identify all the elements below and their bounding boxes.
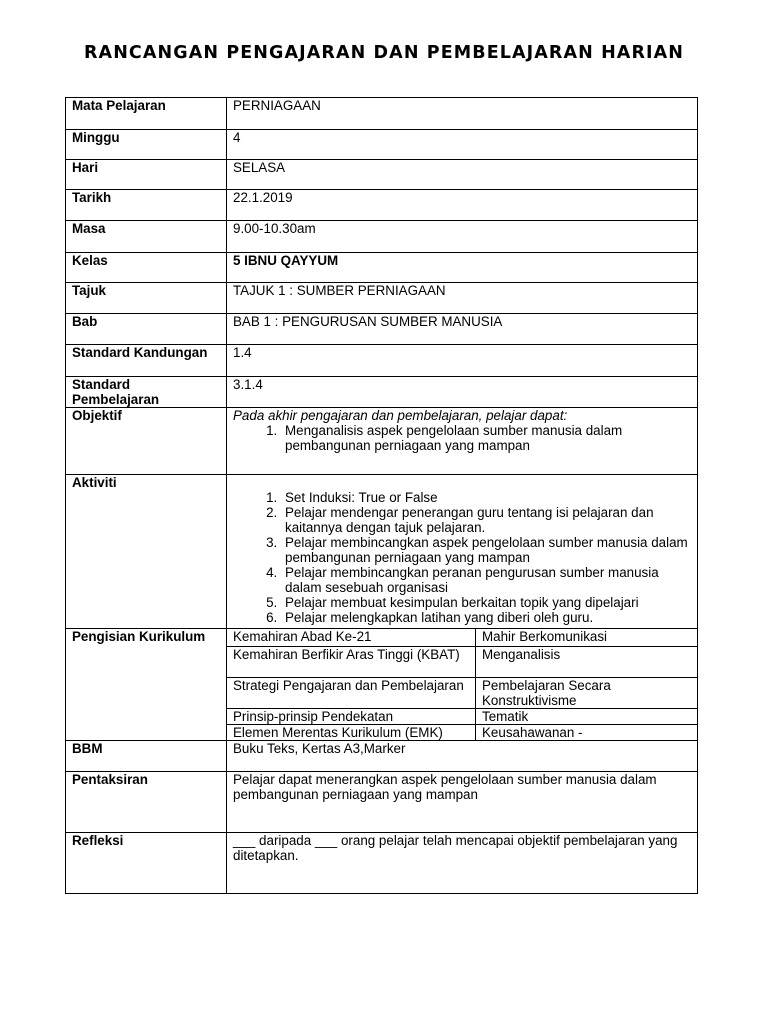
objective-list [233,423,691,453]
value-objective [227,408,698,475]
curriculum-row [227,677,697,708]
row-time [66,221,698,253]
label-assessment: Pentaksiran [66,772,227,833]
activity-item: 3. Pelajar membincangkan aspek pengelolaan sumber manusia dalam pembangunan perniagaan yang mampan [281,535,691,565]
row-subject [66,98,698,130]
label-week: Minggu [66,130,227,160]
objective-intro: Pada akhir pengajaran dan pembelajaran, pelajar dapat: [233,408,568,423]
value-subject: PERNIAGAAN [227,98,698,130]
label-content-standard: Standard Kandungan [66,345,227,377]
label-objective: Objektif [66,408,227,475]
value-topic: TAJUK 1 : SUMBER PERNIAGAAN [227,283,698,314]
label-topic: Tajuk [66,283,227,314]
row-class [66,253,698,283]
value-day: SELASA [227,160,698,190]
label-learning-standard [66,377,227,408]
label-activities: Aktiviti [66,475,227,629]
value-assessment: Pelajar dapat menerangkan aspek pengelolaan sumber manusia dalam pembangunan perniagaan yang mampan [227,772,698,833]
label-subject: Mata Pelajaran [66,98,227,130]
row-materials [66,741,698,772]
value-week: 4 [227,130,698,160]
curriculum-value: Menganalisis [476,646,698,677]
curriculum-value: Keusahawanan - [476,724,698,740]
curriculum-row [227,724,697,740]
row-curriculum [66,629,698,741]
document-title: RANCANGAN PENGAJARAN DAN PEMBELAJARAN HARIAN [83,43,685,63]
value-chapter: BAB 1 : PENGURUSAN SUMBER MANUSIA [227,314,698,345]
row-chapter [66,314,698,345]
row-content-standard [66,345,698,377]
row-reflection [66,833,698,894]
label-curriculum: Pengisian Kurikulum [66,629,227,741]
activity-item: 5. Pelajar membuat kesimpulan berkaitan topik yang dipelajari [281,595,691,610]
curriculum-key: Strategi Pengajaran dan Pembelajaran [227,677,476,708]
activity-item: 4. Pelajar membincangkan peranan pengurusan sumber manusia dalam sesebuah organisasi [281,565,691,595]
curriculum-value: Mahir Berkomunikasi [476,629,698,646]
curriculum-key: Kemahiran Berfikir Aras Tinggi (KBAT) [227,646,476,677]
curriculum-key: Elemen Merentas Kurikulum (EMK) [227,724,476,740]
curriculum-table [227,629,697,740]
label-day: Hari [66,160,227,190]
activity-item: 1. Set Induksi: True or False [281,490,691,505]
curriculum-value: Pembelajaran Secara Konstruktivisme [476,677,698,708]
activities-list [233,490,691,625]
row-assessment [66,772,698,833]
row-date [66,190,698,221]
label-materials: BBM [66,741,227,772]
value-date: 22.1.2019 [227,190,698,221]
row-day [66,160,698,190]
value-class: 5 IBNU QAYYUM [227,253,698,283]
row-learning-standard [66,377,698,408]
label-date: Tarikh [66,190,227,221]
activity-item: 6. Pelajar melengkapkan latihan yang diberi oleh guru. [281,610,691,625]
curriculum-row [227,646,697,677]
value-activities [227,475,698,629]
value-materials: Buku Teks, Kertas A3,Marker [227,741,698,772]
objective-item: 1. Menganalisis aspek pengelolaan sumber manusia dalam pembangunan perniagaan yang mampan [281,423,691,453]
value-learning-standard: 3.1.4 [227,377,698,408]
lesson-plan-table [65,97,698,894]
activity-item: 2. Pelajar mendengar penerangan guru tentang isi pelajaran dan kaitannya dengan tajuk pelajaran. [281,505,691,535]
curriculum-value: Tematik [476,708,698,724]
value-reflection: ___ daripada ___ orang pelajar telah mencapai objektif pembelajaran yang ditetapkan. [227,833,698,894]
label-learning-standard-line1: Standard [72,377,131,392]
label-learning-standard-line2: Pembelajaran [72,392,160,407]
label-time: Masa [66,221,227,253]
row-activities [66,475,698,629]
curriculum-key: Prinsip-prinsip Pendekatan [227,708,476,724]
label-chapter: Bab [66,314,227,345]
value-content-standard: 1.4 [227,345,698,377]
curriculum-row [227,629,697,646]
value-curriculum [227,629,698,741]
value-time: 9.00-10.30am [227,221,698,253]
row-week [66,130,698,160]
curriculum-row [227,708,697,724]
curriculum-key: Kemahiran Abad Ke-21 [227,629,476,646]
row-topic [66,283,698,314]
row-objective [66,408,698,475]
label-class: Kelas [66,253,227,283]
label-reflection: Refleksi [66,833,227,894]
